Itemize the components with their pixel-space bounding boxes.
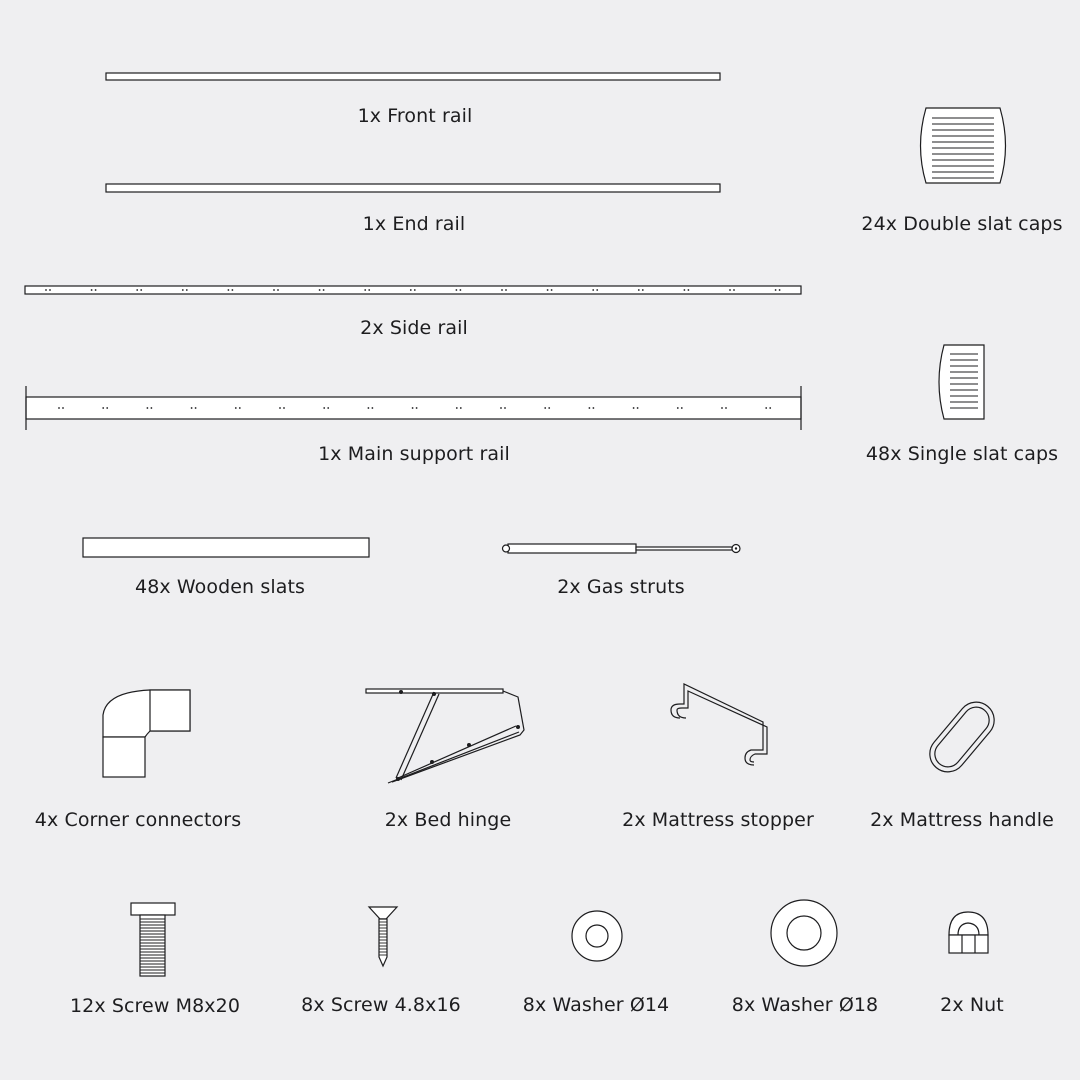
label-corner-connectors: 4x Corner connectors (34, 809, 242, 831)
label-front-rail: 1x Front rail (357, 105, 473, 127)
label-nut: 2x Nut (940, 994, 1004, 1016)
side-rail-icon (25, 286, 801, 294)
washer-18-icon (771, 900, 837, 966)
corner-connector-icon (103, 690, 190, 777)
label-wooden-slats: 48x Wooden slats (135, 576, 305, 598)
label-washer-14: 8x Washer Ø14 (522, 994, 670, 1016)
washer-14-icon (572, 911, 622, 961)
screw-4-8x16-icon (369, 907, 397, 966)
bed-hinge-icon (366, 689, 524, 783)
label-double-slat-caps: 24x Double slat caps (861, 213, 1063, 235)
label-mattress-stopper: 2x Mattress stopper (622, 809, 814, 831)
single-slat-cap-icon (939, 345, 984, 419)
label-main-support-rail: 1x Main support rail (318, 443, 510, 465)
label-single-slat-caps: 48x Single slat caps (865, 443, 1059, 465)
label-screw-4-8x16: 8x Screw 4.8x16 (301, 994, 461, 1016)
label-bed-hinge: 2x Bed hinge (384, 809, 512, 831)
front-rail-icon (106, 73, 720, 80)
double-slat-cap-icon (921, 108, 1006, 183)
label-screw-m8x20: 12x Screw M8x20 (69, 995, 241, 1017)
main-support-rail-icon (26, 386, 801, 430)
label-washer-18: 8x Washer Ø18 (731, 994, 879, 1016)
label-mattress-handle: 2x Mattress handle (870, 809, 1054, 831)
wooden-slat-icon (83, 538, 369, 557)
label-end-rail: 1x End rail (362, 213, 466, 235)
label-gas-struts: 2x Gas struts (557, 576, 685, 598)
mattress-handle-icon (922, 695, 1001, 779)
nut-icon (949, 912, 988, 953)
gas-strut-icon (503, 544, 741, 553)
screw-m8x20-icon (131, 903, 175, 976)
mattress-stopper-icon (671, 684, 767, 765)
end-rail-icon (106, 184, 720, 192)
label-side-rail: 2x Side rail (360, 317, 468, 339)
